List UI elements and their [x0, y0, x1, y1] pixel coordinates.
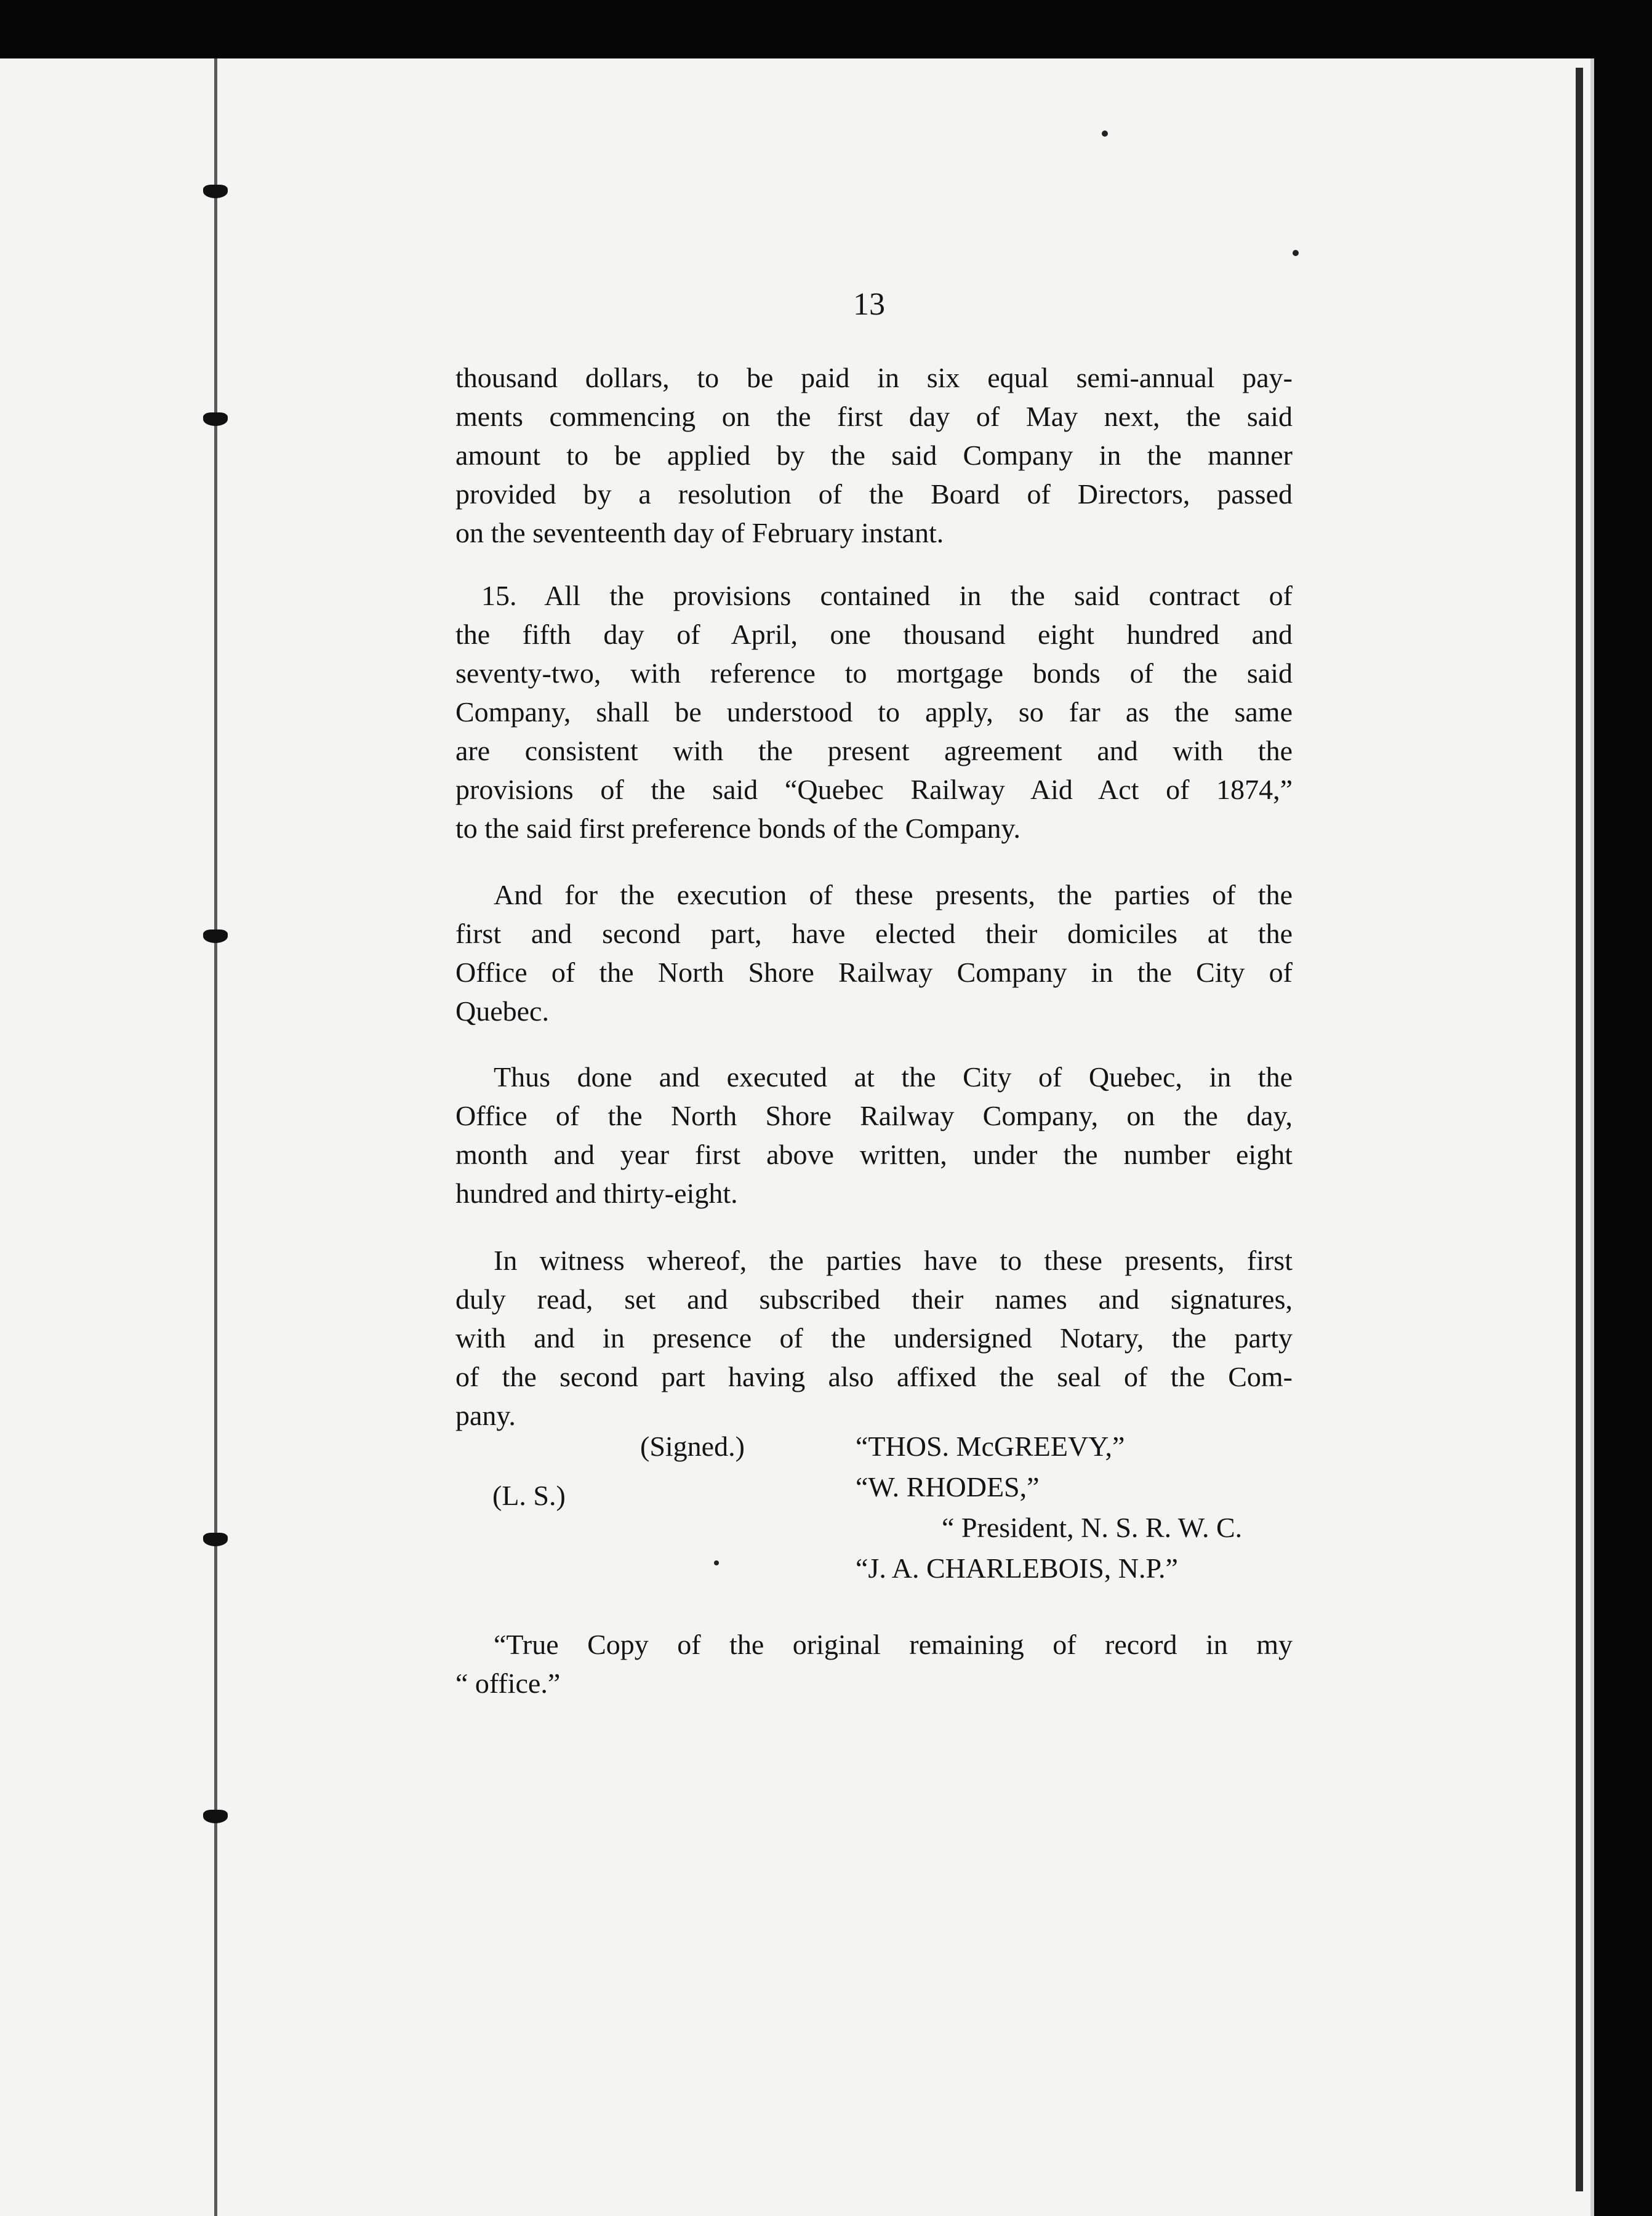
- signed-label: (Signed.): [640, 1431, 745, 1462]
- paragraph-continuation: [455, 358, 1293, 552]
- page-edge: [1576, 68, 1583, 2191]
- text-line: pany.: [455, 1400, 516, 1431]
- text-line: of the second part having also affixed the seal of the Com-: [455, 1361, 1293, 1392]
- scan-speck: [714, 1560, 719, 1565]
- text-line: “True Copy of the original remaining of record in my: [494, 1629, 1293, 1660]
- binding-stitch: [203, 185, 228, 198]
- text-line: thousand dollars, to be paid in six equal semi-annual pay-: [455, 362, 1293, 393]
- text-line: provisions of the said “Quebec Railway Aid Act of 1874,”: [455, 774, 1293, 805]
- text-line: on the seventeenth day of February instant.: [455, 517, 944, 548]
- text-line: Office of the North Shore Railway Company, on the day,: [455, 1100, 1293, 1131]
- text-line: Quebec.: [455, 995, 549, 1027]
- text-line: “ office.”: [455, 1668, 561, 1699]
- text-line: duly read, set and subscribed their names and signatures,: [455, 1283, 1293, 1315]
- page-number: 13: [853, 287, 885, 322]
- text-line: Company, shall be understood to apply, so far as the same: [455, 696, 1293, 728]
- text-line: month and year first above written, under the number eight: [455, 1139, 1293, 1170]
- binding-fold-line: [214, 58, 217, 2216]
- text-line: ments commencing on the first day of May next, the said: [455, 401, 1293, 432]
- text-line: to the said first preference bonds of the Company.: [455, 813, 1021, 844]
- text-line: 15. All the provisions contained in the said contract of: [481, 580, 1293, 611]
- text-line: with and in presence of the undersigned Notary, the party: [455, 1322, 1293, 1354]
- paragraph-15: [455, 576, 1293, 848]
- text-line: the fifth day of April, one thousand eight hundred and: [455, 619, 1293, 650]
- text-line: In witness whereof, the parties have to these presents, first: [494, 1245, 1293, 1276]
- text-line: Office of the North Shore Railway Company in the City of: [455, 957, 1293, 988]
- text-line: are consistent with the present agreement and with the: [455, 735, 1293, 766]
- binding-stitch: [203, 929, 228, 943]
- signer-rhodes-title: “ President, N. S. R. W. C.: [942, 1512, 1243, 1543]
- text-line: Thus done and executed at the City of Quebec, in the: [494, 1061, 1293, 1093]
- scan-speck: [1293, 250, 1299, 256]
- text-line: amount to be applied by the said Company in the manner: [455, 440, 1293, 471]
- binding-stitch: [203, 1533, 228, 1546]
- text-line: first and second part, have elected their domiciles at the: [455, 918, 1293, 949]
- text-line: seventy-two, with reference to mortgage bonds of the said: [455, 657, 1293, 689]
- signer-rhodes: “W. RHODES,”: [856, 1471, 1040, 1503]
- text-line: provided by a resolution of the Board of Directors, passed: [455, 478, 1293, 510]
- paragraph-execution: [455, 875, 1293, 1030]
- scan-speck: [1102, 130, 1108, 137]
- paragraph-witness: [455, 1241, 1293, 1435]
- binding-stitch: [203, 1810, 228, 1823]
- notary-signature: “J. A. CHARLEBOIS, N.P.”: [856, 1552, 1178, 1584]
- text-line: hundred and thirty-eight.: [455, 1178, 738, 1209]
- certification-note: [455, 1625, 1293, 1703]
- paragraph-done: [455, 1058, 1293, 1213]
- binding-stitch: [203, 412, 228, 426]
- signer-mcgreevy: “THOS. McGREEVY,”: [856, 1431, 1125, 1462]
- text-line: And for the execution of these presents, the parties of the: [494, 879, 1293, 910]
- seal-label: (L. S.): [492, 1480, 566, 1511]
